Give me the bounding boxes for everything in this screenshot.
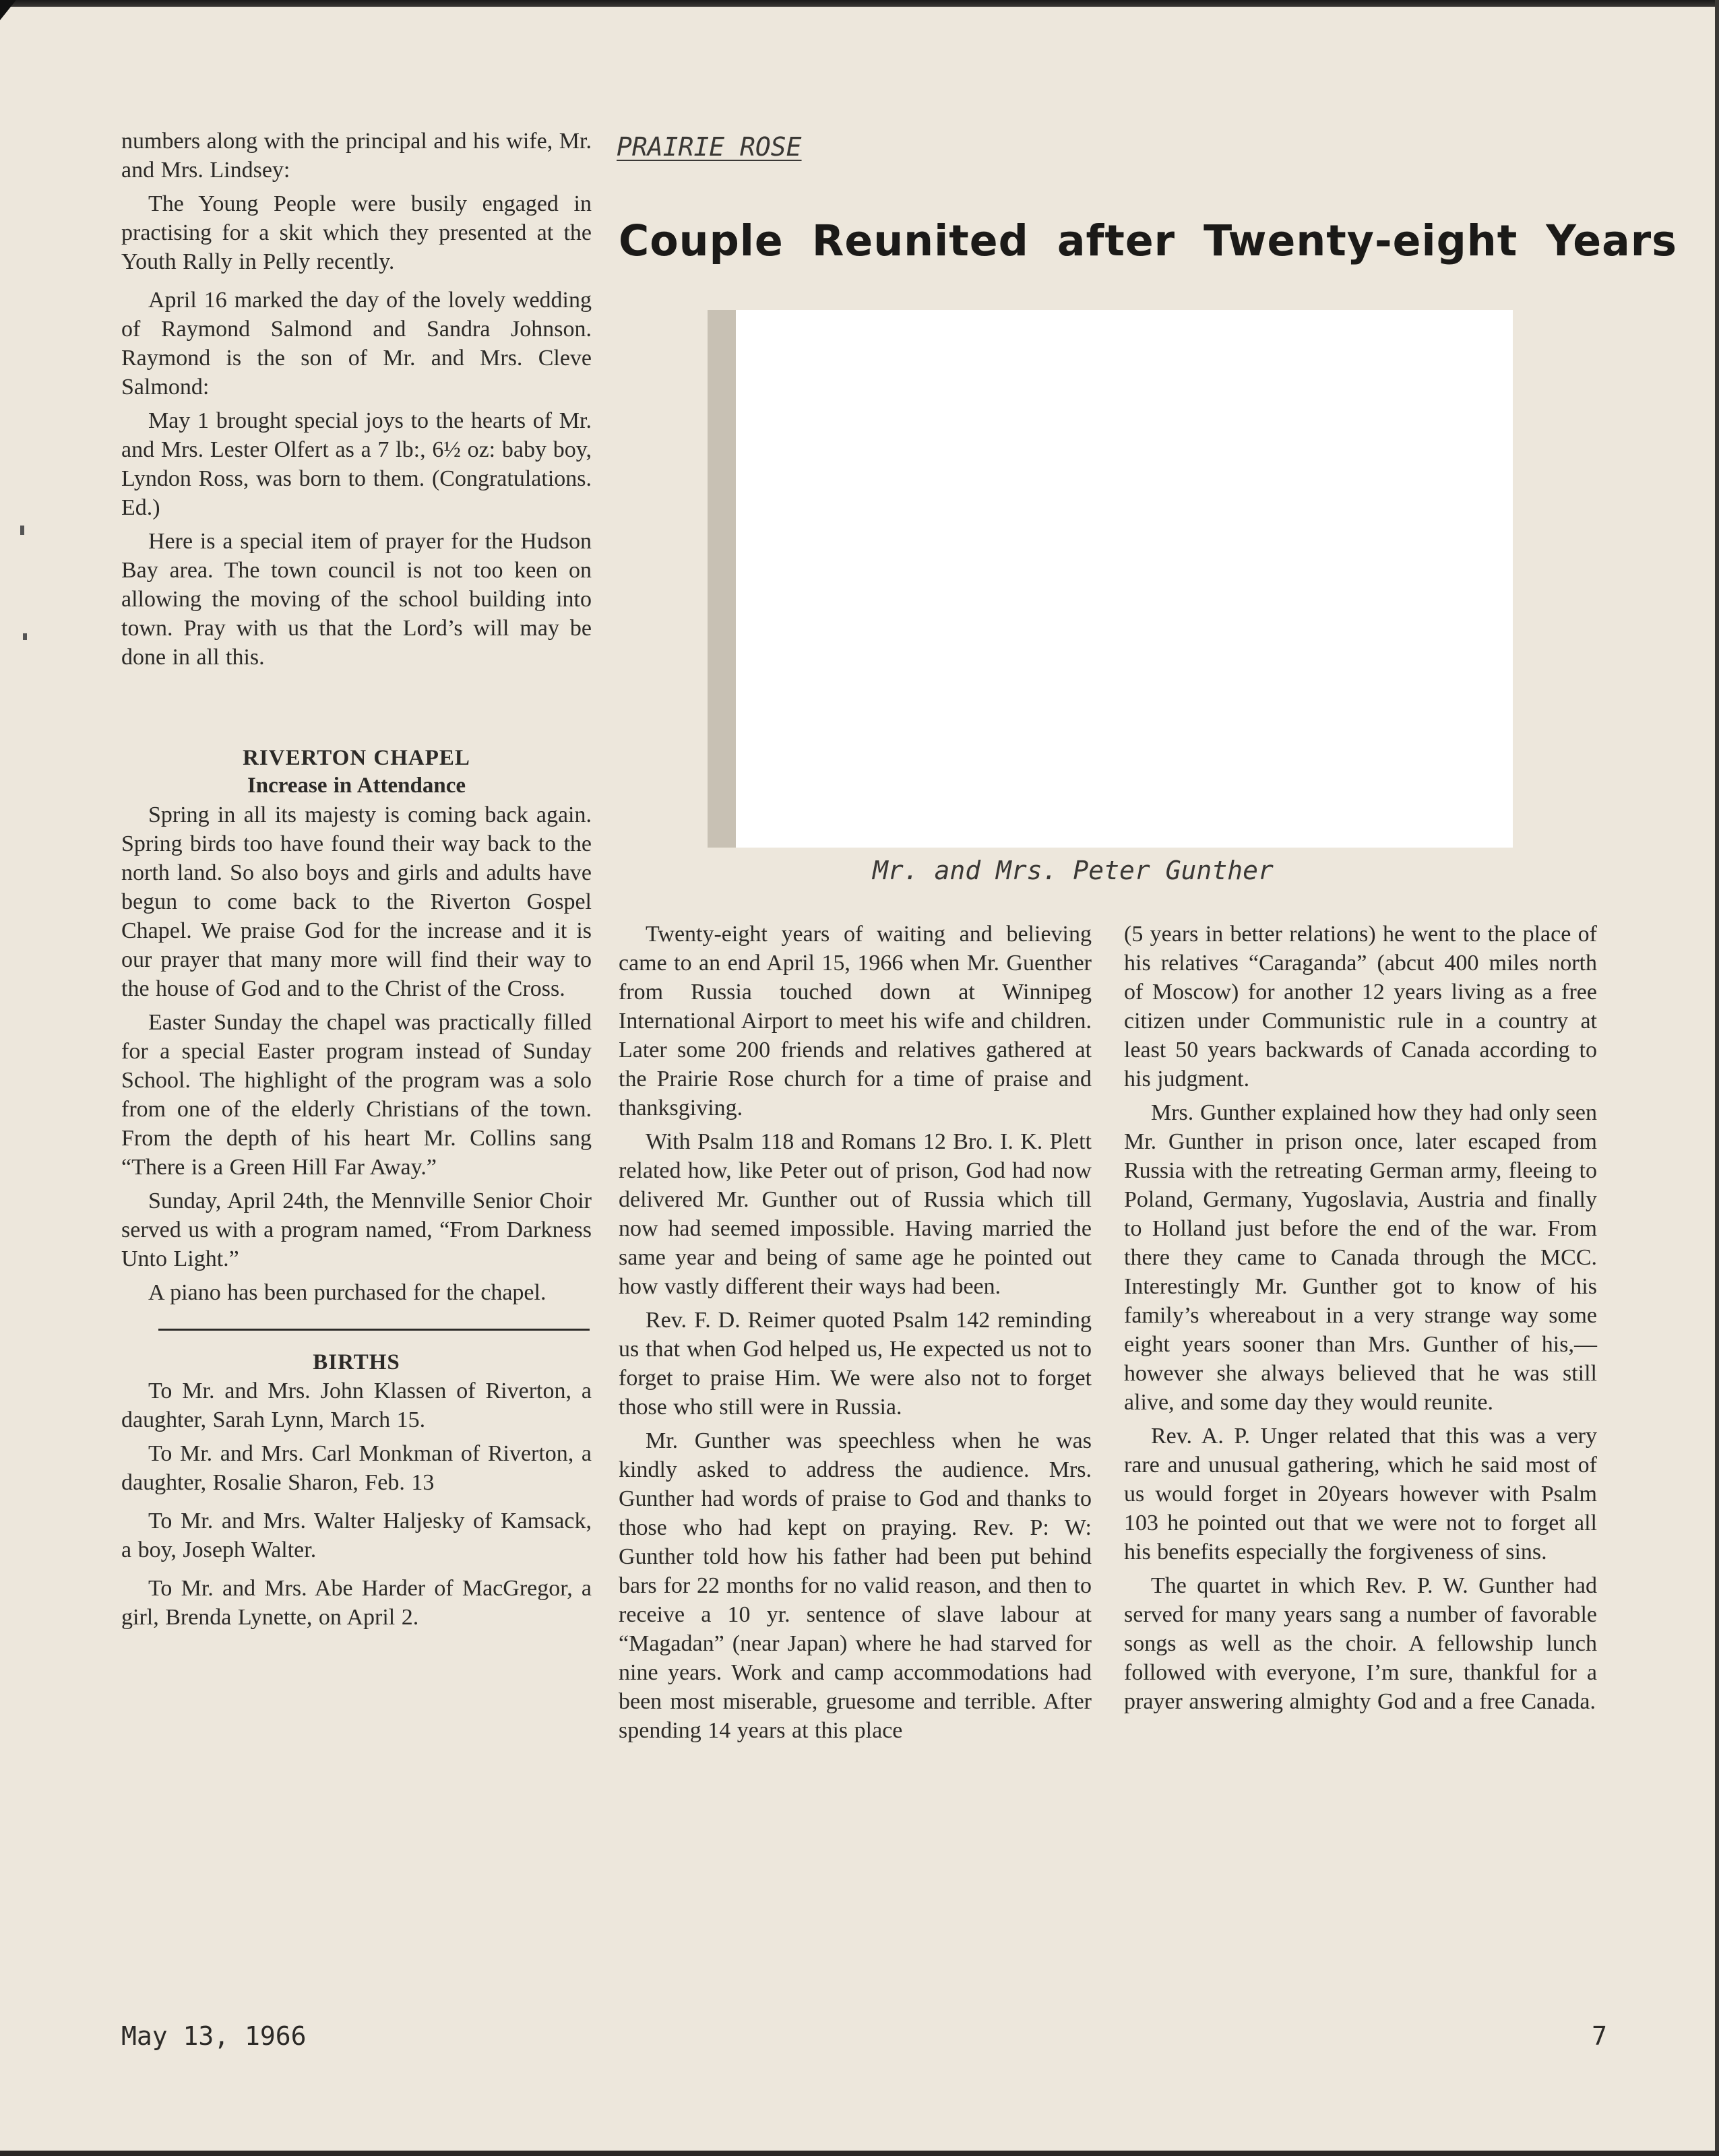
photo — [708, 310, 1513, 848]
paragraph: With Psalm 118 and Romans 12 Bro. I. K. Plett related how, like Peter out of prison, God had now delivered Mr. Gunther out of Russia which till now had seemed impossible. Having married the same year and being of same age he pointed out how vastly different their ways had been. — [619, 1129, 1092, 1299]
paragraph: May 1 brought special joys to the hearts of Mr. and Mrs. Lester Olfert as a 7 lb:, 6½ oz: baby boy, Lyndon Ross, was born to them. (Congratulations. Ed.) — [121, 408, 592, 520]
birth-entry: To Mr. and Mrs. Abe Harder of MacGregor, a girl, Brenda Lynette, on April 2. — [121, 1576, 592, 1630]
article-column-right — [1124, 920, 1597, 1721]
paragraph: numbers along with the principal and his wife, Mr. and Mrs. Lindsey: — [121, 129, 592, 183]
article-title: Couple Reunited after Twenty-eight Years — [619, 216, 1677, 265]
photo-caption: Mr. and Mrs. Peter Gunther — [873, 856, 1274, 885]
margin-speck — [20, 526, 24, 535]
scan-edge-top — [0, 0, 1719, 7]
paragraph: The quartet in which Rev. P. W. Gunther had served for many years sang a number of favorable songs as well as the choir. A fellowship lunch followed with everyone, I’m sure, thankful for a prayer answering almighty God and a free Canada. — [1124, 1573, 1597, 1714]
photo-image — [736, 310, 1513, 848]
paragraph: Rev. F. D. Reimer quoted Psalm 142 reminding us that when God helped us, He expected us not to forget to praise Him. We were also not to forget those who still were in Russia. — [619, 1308, 1092, 1420]
paragraph: The Young People were busily engaged in practising for a skit which they presented at the Youth Rally in Pelly recently. — [121, 191, 592, 274]
paragraph: Here is a special item of prayer for the Hudson Bay area. The town council is not too keen on allowing the moving of the school building into town. Pray with us that the Lord’s will may be done in all this. — [121, 529, 592, 670]
margin-speck — [23, 633, 27, 640]
paragraph: Twenty-eight years of waiting and believing came to an end April 15, 1966 when Mr. Guenther from Russia touched down at Winnipeg International Airport to meet his wife and children. Later some 200 friends and relatives gathered at the Prairie Rose church for a time of praise and thanksgiving. — [619, 922, 1092, 1120]
paragraph: Sunday, April 24th, the Mennville Senior Choir served us with a program named, “From Darkness Unto Light.” — [121, 1188, 592, 1271]
section-divider — [158, 1329, 590, 1331]
birth-entry: To Mr. and Mrs. Carl Monkman of Riverton, a daughter, Rosalie Sharon, Feb. 13 — [121, 1441, 592, 1495]
scan-edge-bottom — [0, 2151, 1719, 2156]
corner-mark — [0, 0, 16, 20]
paragraph: (5 years in better relations) he went to the place of his relatives “Caraganda” (abcut 400 miles north of Moscow) for another 12 years living as a free citizen under Communistic rule in a country at least 50 years backwards of Canada according to his judgment. — [1124, 922, 1597, 1091]
paragraph: April 16 marked the day of the lovely wedding of Raymond Salmond and Sandra Johnson. Raymond is the son of Mr. and Mrs. Cleve Salmond: — [121, 288, 592, 400]
paragraph: A piano has been purchased for the chapel. — [148, 1280, 546, 1305]
running-head: PRAIRIE ROSE — [617, 132, 802, 162]
riverton-chapel-subheading: Increase in Attendance — [247, 773, 466, 798]
paragraph: Mr. Gunther was speechless when he was kindly asked to address the audience. Mrs. Gunther had words of praise to God and thanks to those who had kept on praying. Rev. P: W: Gunther told how his father had been put behind bars for 22 months for no valid reason, and then to receive a 10 yr. sentence of slave labour at “Magadan” (near Japan) where he had starved for nine years. Work and camp accommodations had been most miserable, gruesome and terrible. After spending 14 years at this place — [619, 1428, 1092, 1743]
paragraph: Rev. A. P. Unger related that this was a very rare and unusual gathering, which he said most of us would forget in 20years however with Psalm 103 he pointed out that we were not to forget all his benefits especially the forgiveness of sins. — [1124, 1424, 1597, 1564]
riverton-chapel-heading: RIVERTON CHAPEL — [243, 746, 470, 770]
birth-entry: To Mr. and Mrs. John Klassen of Riverton, a daughter, Sarah Lynn, March 15. — [121, 1378, 592, 1432]
article-column-middle — [619, 920, 1092, 1750]
paragraph: Easter Sunday the chapel was practically filled for a special Easter program instead of Sunday School. The highlight of the program was a solo from one of the elderly Christians of the town. From the depth of his heart Mr. Collins sang “There is a Green Hill Far Away.” — [121, 1010, 592, 1180]
paragraph: Mrs. Gunther explained how they had only seen Mr. Gunther in prison once, later escaped from Russia with the retreating German army, fleeing to Poland, Germany, Yugoslavia, Austria and finally to Holland just before the end of the war. From there they came to Canada through the MCC. Interestingly Mr. Gunther got to know of his family’s whereabout in a very strange way some eight years sooner than Mrs. Gunther of his,—however she always believed that he was still alive, and some day they would reunite. — [1124, 1100, 1597, 1415]
births-heading: BIRTHS — [313, 1350, 400, 1374]
left-column — [121, 127, 592, 1637]
section-spacer — [121, 676, 592, 744]
paragraph: Spring in all its majesty is coming back again. Spring birds too have found their way back to the north land. So also boys and girls and adults have begun to come back to the Riverton Gospel Chapel. We praise God for the increase and it is our prayer that many more will find their way to the house of God and to the Christ of the Cross. — [121, 802, 592, 1001]
scan-edge-right — [1715, 0, 1719, 2156]
footer-date: May 13, 1966 — [121, 2021, 307, 2051]
page-number: 7 — [1592, 2021, 1607, 2051]
birth-entry: To Mr. and Mrs. Walter Haljesky of Kamsack, a boy, Joseph Walter. — [121, 1509, 592, 1562]
